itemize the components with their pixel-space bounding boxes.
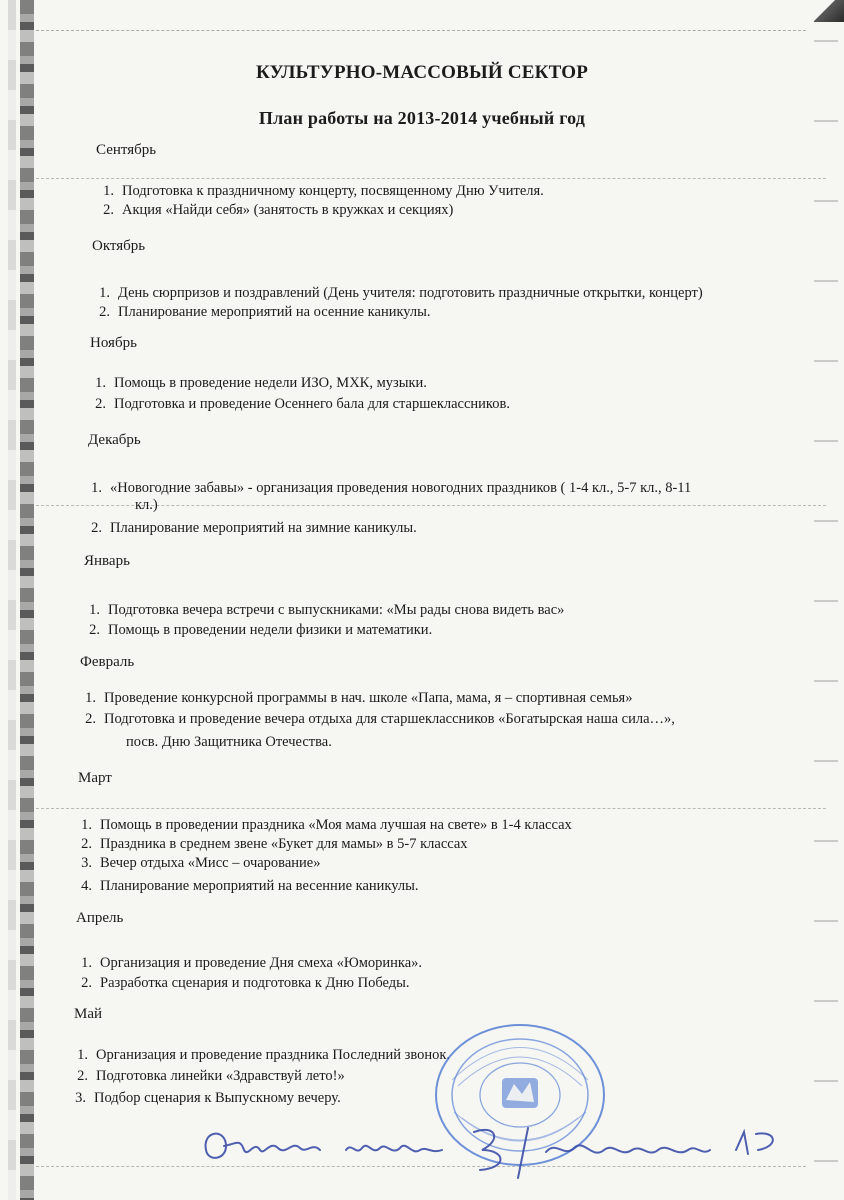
page-title: КУЛЬТУРНО-МАССОВЫЙ СЕКТОР xyxy=(256,62,588,83)
list-item: 1. Подготовка к праздничному концерту, посвященному Дню Учителя. xyxy=(103,183,544,199)
month-heading: Май xyxy=(74,1006,103,1022)
handwritten-signature xyxy=(196,1110,796,1182)
month-heading: Ноябрь xyxy=(90,335,137,351)
list-item: 1. Помощь в проведение недели ИЗО, МХК, музыки. xyxy=(95,375,427,391)
scan-edge-right xyxy=(814,0,838,1200)
list-item: 4. Планирование мероприятий на весенние каникулы. xyxy=(81,878,419,894)
month-heading: Апрель xyxy=(76,910,124,926)
list-item: 2. Помощь в проведении недели физики и математики. xyxy=(89,622,433,638)
list-item: 1. Организация и проведение праздника Последний звонок. xyxy=(77,1047,451,1063)
month-heading: Сентябрь xyxy=(96,142,157,158)
month-heading: Март xyxy=(78,770,112,786)
list-item: 3. Подбор сценария к Выпускному вечеру. xyxy=(75,1090,341,1106)
list-item-continuation: кл.) xyxy=(135,497,158,513)
list-item: 2. Акция «Найди себя» (занятость в кружках и секциях) xyxy=(103,202,454,218)
scan-corner xyxy=(814,0,844,22)
list-item: 1. Организация и проведение Дня смеха «Юморинка». xyxy=(81,955,423,971)
list-item: 2. Планирование мероприятий на зимние каникулы. xyxy=(91,520,417,536)
list-item: 3. Вечер отдыха «Мисс – очарование» xyxy=(81,855,321,871)
list-item: 2. Подготовка и проведение Осеннего бала для старшеклассников. xyxy=(95,396,510,412)
page-border-top xyxy=(36,30,806,32)
month-heading: Декабрь xyxy=(88,432,141,448)
list-item: 1. День сюрпризов и поздравлений (День учителя: подготовить праздничные открытки, концерт) xyxy=(99,285,703,301)
list-item: 2. Подготовка линейки «Здравствуй лето!» xyxy=(77,1068,345,1084)
month-heading: Февраль xyxy=(80,654,135,670)
page-subtitle: План работы на 2013-2014 учебный год xyxy=(258,108,586,128)
month-heading: Октябрь xyxy=(92,238,146,254)
list-item-continuation: посв. Дню Защитника Отечества. xyxy=(126,734,332,750)
scan-line xyxy=(36,178,826,180)
list-item: 2. Подготовка и проведение вечера отдыха для старшеклассников «Богатырская наша сила…», xyxy=(85,711,675,727)
list-item: 1. «Новогодние забавы» - организация проведения новогодних праздников ( 1-4 кл., 5-7 кл., 8-11 xyxy=(91,480,692,496)
scan-line xyxy=(36,808,826,810)
month-heading: Январь xyxy=(84,553,130,569)
scan-edge-shadow xyxy=(8,0,16,1200)
scan-edge-left xyxy=(20,0,34,1200)
list-item: 2. Разработка сценария и подготовка к Дню Победы. xyxy=(81,975,410,991)
list-item: 1. Помощь в проведении праздника «Моя мама лучшая на свете» в 1-4 классах xyxy=(81,817,572,833)
list-item: 1. Проведение конкурсной программы в нач. школе «Папа, мама, я – спортивная семья» xyxy=(85,690,633,706)
list-item: 2. Планирование мероприятий на осенние каникулы. xyxy=(99,304,431,320)
list-item: 2. Праздника в среднем звене «Букет для мамы» в 5-7 классах xyxy=(81,836,468,852)
list-item: 1. Подготовка вечера встречи с выпускниками: «Мы рады снова видеть вас» xyxy=(89,602,565,618)
